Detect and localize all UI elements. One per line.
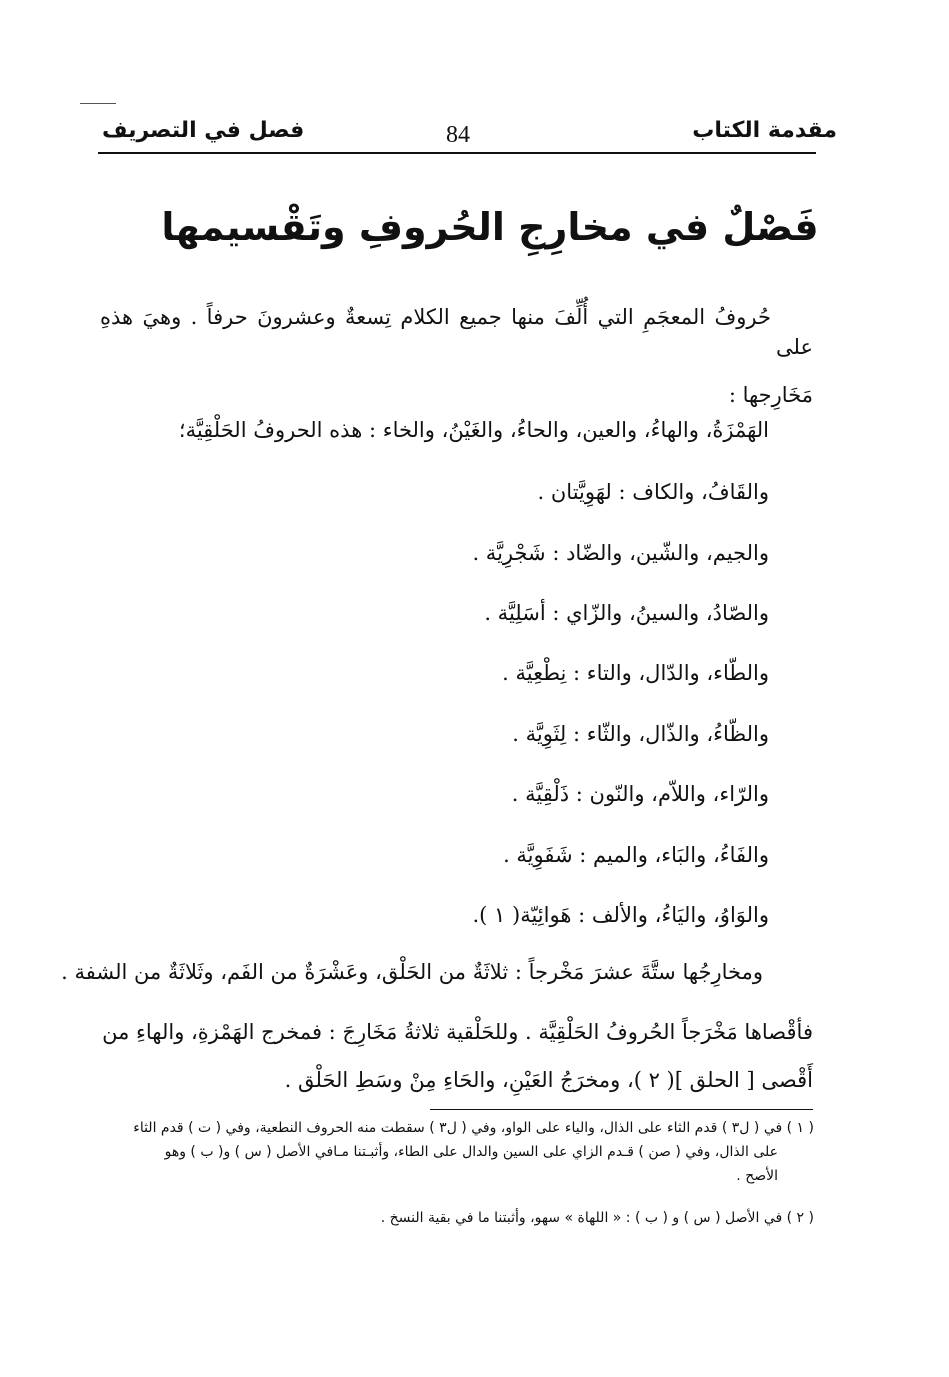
header-chapter-title: فصل في التصريف bbox=[102, 118, 305, 143]
letter-group-hawaiyya: والوَاوُ، واليَاءُ، والألف : هَوائِيّة( ١ ). bbox=[472, 903, 769, 927]
letter-group-dhalqiyya: والرّاء، واللاّم، والنّون : ذَلْقِيَّة . bbox=[511, 782, 769, 806]
footnote-2-line: ( ٢ ) في الأصل ( س ) و ( ب ) : « اللهاة » سهو، وأثبتنا ما في بقية النسخ . bbox=[380, 1210, 814, 1226]
header-book-section: مقدمة الكتاب bbox=[692, 118, 837, 143]
letter-group-lahawiyya: والقَافُ، والكاف : لهَوِيَّتان . bbox=[537, 480, 769, 504]
letter-group-nitiyya: والطّاء، والدّال، والتاء : نِطْعِيَّة . bbox=[502, 661, 769, 685]
margin-mark bbox=[80, 103, 116, 104]
letter-group-shajriyya: والجيم، والشّين، والضّاد : شَجْرِيَّة . bbox=[472, 541, 769, 565]
page-number: 84 bbox=[446, 122, 470, 148]
letter-group-asaliyya: والصّادُ، والسينُ، والزّاي : أسَلِيَّة . bbox=[484, 601, 769, 625]
letter-group-halqiyya: الهَمْزَةُ، والهاءُ، والعين، والحاءُ، والغَيْنُ، والخاء : هذه الحروفُ الحَلْقِيَّة؛ bbox=[178, 418, 769, 442]
footnote-1 bbox=[102, 1116, 814, 1188]
footnote-1-line-1: ( ١ ) في ( ل٣ ) قدم الثاء على الذال، والياء على الواو، وفي ( ل٣ ) سقطت منه الحروف النطعية، وفي ( ت ) قدم الثاء bbox=[133, 1120, 814, 1136]
letter-group-shafawiyya: والفَاءُ، والبَاء، والميم : شَفَوِيَّة . bbox=[503, 843, 769, 867]
header-rule bbox=[98, 152, 816, 154]
footnote-1-line-3: الأصح . bbox=[736, 1168, 778, 1184]
intro-line-1: حُروفُ المعجَمِ التي أُلِّفَ منها جميع الكلام تِسعةٌ وعشرونَ حرفاً . وهيَ هذهِ على bbox=[100, 305, 813, 359]
closing-line-3: أَقْصى [ الحلق ]( ٢ )، ومخرَجُ العَيْنِ، والحَاءِ مِنْ وسَطِ الحَلْق . bbox=[284, 1068, 813, 1092]
footnote-1-line-2: على الذال، وفي ( صن ) قـدم الزاي على السين والدال على الطاء، وأثبـتنا مـافي الأصل ( س ) و( ب ) وهو bbox=[164, 1144, 778, 1160]
closing-paragraph bbox=[61, 960, 813, 984]
closing-line-2: فأقْصاها مَخْرَجاً الحُروفُ الحَلْقِيَّة . وللحَلْقية ثلاثةُ مَخَارِجَ : فمخرج الهَمْزةِ، والهاءِ من bbox=[102, 1020, 813, 1044]
closing-line-1: ومخارِجُها ستَّةَ عشرَ مَخْرجاً : ثلاثَةٌ من الحَلْق، وعَشْرَةٌ من الفَم، وثَلاثَةٌ من الشفة . bbox=[61, 960, 763, 984]
closing-paragraph-end bbox=[100, 1068, 813, 1092]
letter-group-lathawiyya: والظّاءُ، والذّال، والثّاء : لِثَوِيَّة . bbox=[512, 722, 769, 746]
footnote-2 bbox=[102, 1206, 814, 1230]
closing-paragraph-cont bbox=[100, 1020, 813, 1044]
intro-paragraph bbox=[100, 302, 813, 410]
intro-line-2: مَخَارِجها : bbox=[728, 383, 813, 407]
section-title: فَصْلٌ في مخارِجِ الحُروفِ وتَقْسيمها bbox=[161, 205, 819, 249]
footnote-separator bbox=[430, 1109, 813, 1110]
